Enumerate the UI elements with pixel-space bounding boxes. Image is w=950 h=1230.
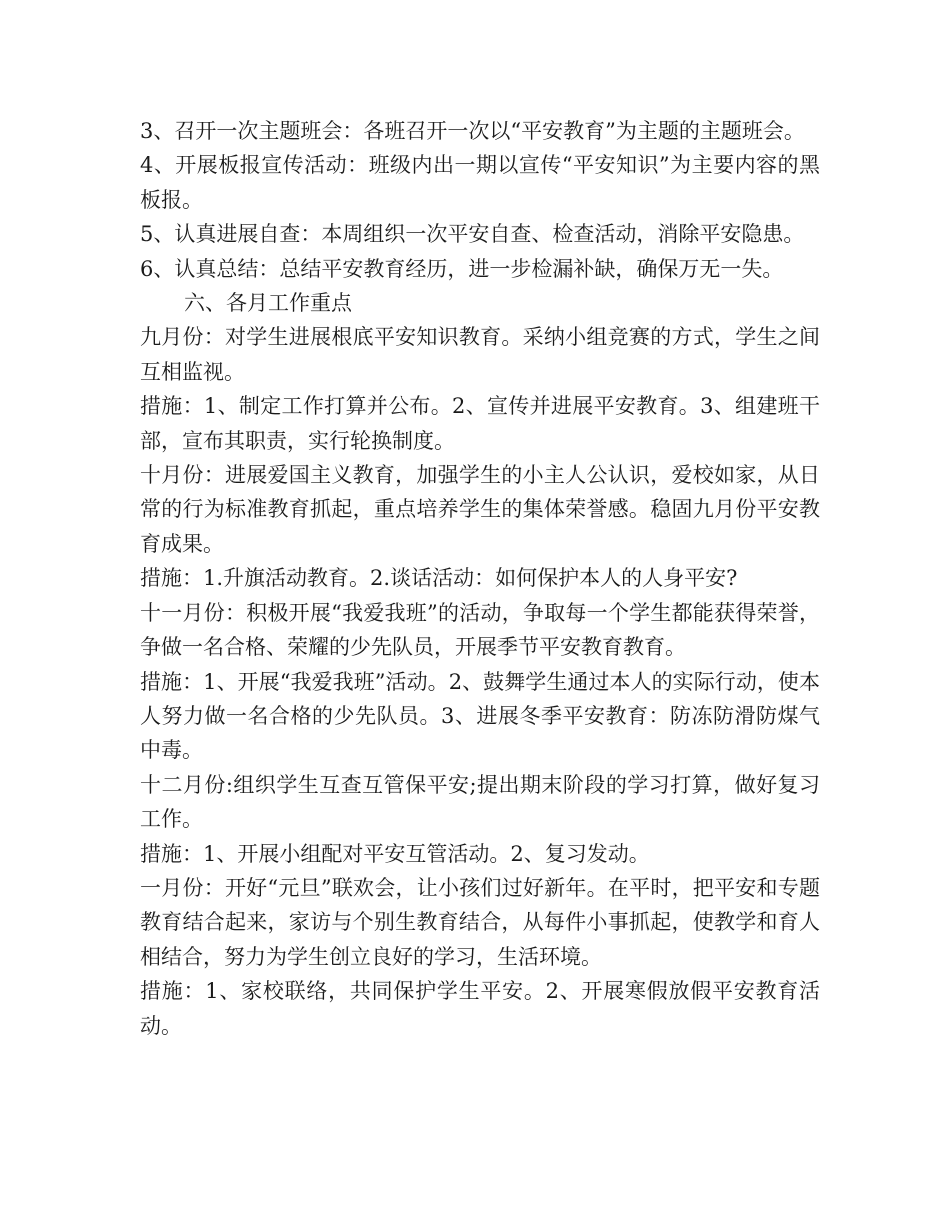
october-measures: 措施：1.升旗活动教育。2.谈话活动：如何保护本人的人身平安? xyxy=(140,566,738,591)
section-heading: 六、各月工作重点 xyxy=(184,291,352,316)
paragraph-item-6: 6、认真总结：总结平安教育经历，进一步检漏补缺，确保万无一失。 xyxy=(140,256,784,281)
january-paragraph: 一月份：开好“元旦”联欢会，让小孩们过好新年。在平时，把平安和专题教育结合起来，家访与个别生教育结合，从每件小事抓起，使教学和育人相结合，努力为学生创立良好的学习，生活环境。 xyxy=(140,875,820,969)
paragraph-item-3: 3、召开一次主题班会：各班召开一次以“平安教育”为主题的主题班会。 xyxy=(140,119,805,143)
paragraph-item-5: 5、认真进展自查：本周组织一次平安自查、检查活动，消除平安隐患。 xyxy=(140,222,805,247)
november-paragraph: 十一月份：积极开展“我爱我班”的活动，争取每一个学生都能获得荣誉，争做一名合格、荣耀的少先队员，开展季节平安教育教育。 xyxy=(140,600,820,660)
december-measures: 措施：1、开展小组配对平安互管活动。2、复习发动。 xyxy=(140,841,650,866)
paragraph-item-4: 4、开展板报宣传活动：班级内出一期以宣传“平安知识”为主要内容的黑板报。 xyxy=(140,153,820,212)
october-paragraph: 十月份：进展爱国主义教育，加强学生的小主人公认识，爱校如家，从日常的行为标准教育抓起，重点培养学生的集体荣誉感。稳固九月份平安教育成果。 xyxy=(140,463,820,556)
september-measures: 措施：1、制定工作打算并公布。2、宣传并进展平安教育。3、组建班干部，宣布其职责，实行轮换制度。 xyxy=(140,394,820,453)
january-measures: 措施：1、家校联络，共同保护学生平安。2、开展寒假放假平安教育活动。 xyxy=(140,979,820,1038)
november-measures: 措施：1、开展“我爱我班”活动。2、鼓舞学生通过本人的实际行动，使本人努力做一名合格的少先队员。3、进展冬季平安教育：防冻防滑防煤气中毒。 xyxy=(140,669,820,763)
document-body xyxy=(140,114,820,1043)
september-paragraph: 九月份：对学生进展根底平安知识教育。采纳小组竞赛的方式，学生之间互相监视。 xyxy=(140,325,820,384)
december-paragraph: 十二月份:组织学生互查互管保平安;提出期末阶段的学习打算，做好复习工作。 xyxy=(140,772,820,832)
